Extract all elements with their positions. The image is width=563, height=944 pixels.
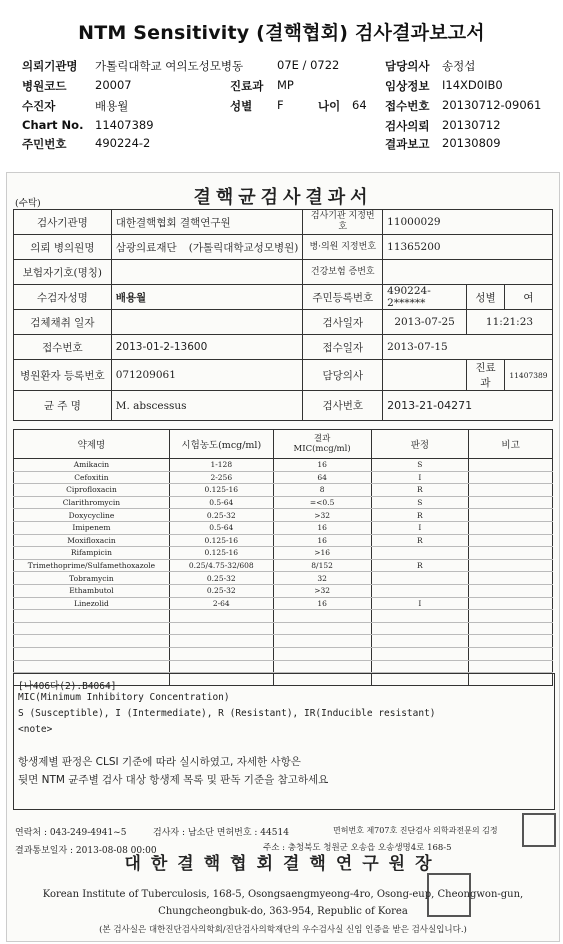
info-label: 검사기관명: [14, 210, 112, 235]
drug-name: [14, 635, 170, 648]
footer-address: 주소 : 충청북도 청원군 오송읍 오송생명4로 168-5: [263, 843, 452, 853]
header-value: 11407389: [95, 118, 154, 132]
drug-note: [469, 584, 553, 597]
info-value: 490224-2******: [383, 285, 467, 310]
info-value: 2013-07-25: [383, 310, 467, 335]
official-seal-icon: [522, 813, 556, 847]
info-label: 진료과: [467, 360, 505, 391]
footer-contact: 연락처 : 043-249-4941~5: [15, 828, 127, 838]
drug-note: [469, 484, 553, 497]
age-value: 64: [352, 98, 367, 112]
drug-row: [14, 647, 553, 660]
age-label: 나이: [318, 99, 341, 113]
drug-note: [469, 622, 553, 635]
drug-mic: [273, 660, 371, 673]
drug-name: Ciprofloxacin: [14, 484, 170, 497]
drug-concentration: 2-64: [169, 597, 273, 610]
info-row: [14, 235, 553, 260]
note-col-header: 비고: [469, 430, 553, 459]
drug-note: [469, 521, 553, 534]
drug-note: [469, 459, 553, 472]
drug-row: [14, 622, 553, 635]
drug-name: Clarithromycin: [14, 496, 170, 509]
drug-header-row: [14, 430, 553, 459]
drug-row: [14, 496, 553, 509]
info-row: [14, 335, 553, 360]
drug-name: Moxifloxacin: [14, 534, 170, 547]
info-value: [111, 235, 303, 260]
drug-judgement: I: [371, 521, 469, 534]
strain-name: M. abscessus: [111, 391, 303, 421]
drug-mic: [273, 610, 371, 623]
patient-name: 배용월: [111, 285, 303, 310]
header-label: 검사의뢰: [385, 119, 430, 133]
header-value: 490224-2: [95, 136, 151, 150]
drug-judgement: [371, 635, 469, 648]
info-value: 여: [504, 285, 552, 310]
header-value: 가톨릭대학교 여의도성모병동: [95, 59, 244, 73]
info-value: 2013-01-2-13600: [111, 335, 303, 360]
drug-name: Linezolid: [14, 597, 170, 610]
drug-row: [14, 459, 553, 472]
info-label: 접수일자: [303, 335, 383, 360]
drug-mic: 8: [273, 484, 371, 497]
drug-note: [469, 534, 553, 547]
info-value: 2013-07-15: [383, 335, 553, 360]
drug-judgement: I: [371, 597, 469, 610]
info-row: [14, 391, 553, 421]
drug-concentration: [169, 660, 273, 673]
drug-concentration: 0.125-16: [169, 547, 273, 560]
header-value: 배용월: [95, 99, 129, 113]
report-title: 결핵균검사결과서: [193, 187, 373, 208]
drug-mic: [273, 622, 371, 635]
drug-row: [14, 635, 553, 648]
report-tag: (수탁): [15, 198, 41, 209]
drug-row: [14, 660, 553, 673]
header-label: Chart No.: [22, 118, 84, 132]
footer-notify-date: 결과통보일자 : 2013-08-08 00:00: [15, 846, 157, 856]
drug-row: [14, 610, 553, 623]
notes-box: [13, 673, 555, 810]
drug-mic: [273, 647, 371, 660]
header-value: 20130809: [442, 136, 501, 150]
info-label: 의뢰 병의원명: [14, 235, 112, 260]
header-value: 20007: [95, 78, 132, 92]
info-row: [14, 210, 553, 235]
drug-concentration: 0.5-64: [169, 521, 273, 534]
info-label: 담당의사: [303, 360, 383, 391]
header-label: 진료과: [230, 79, 264, 93]
drug-note: [469, 471, 553, 484]
info-label: 성별: [467, 285, 505, 310]
drug-name: Amikacin: [14, 459, 170, 472]
drug-mic: 16: [273, 459, 371, 472]
drug-concentration: 0.125-16: [169, 484, 273, 497]
drug-concentration: 0.125-16: [169, 534, 273, 547]
drug-note: [469, 496, 553, 509]
drug-concentration: [169, 610, 273, 623]
drug-mic: =<0.5: [273, 496, 371, 509]
drug-concentration: 0.25/4.75-32/608: [169, 559, 273, 572]
judge-col-header: 판정: [371, 430, 469, 459]
drug-mic: >32: [273, 509, 371, 522]
header-label: 주민번호: [22, 137, 67, 151]
drug-row: [14, 559, 553, 572]
notes-legend: S (Susceptible), I (Intermediate), R (Resistant), IR(Inducible resistant): [18, 708, 436, 719]
notes-line: 뒷면 NTM 균주별 검사 대상 항생제 목록 및 판독 기준을 참고하세요: [18, 774, 329, 786]
info-label: 검사일자: [303, 310, 383, 335]
header-label: 수진자: [22, 99, 56, 113]
info-value: 11000029: [383, 210, 553, 235]
header-label: 병원코드: [22, 79, 67, 93]
info-label: 주민등록번호: [303, 285, 383, 310]
footer-inspector: 검사자 : 남소단 면허번호 : 44514: [153, 828, 289, 838]
drug-note: [469, 509, 553, 522]
drug-name: [14, 660, 170, 673]
info-value-sub: (가톨릭대학교성모병원): [188, 241, 299, 254]
drug-mic: [273, 635, 371, 648]
drug-row: [14, 509, 553, 522]
drug-name: [14, 622, 170, 635]
drug-col-header: 약제명: [14, 430, 170, 459]
info-value: [111, 260, 303, 285]
header-value: 07E / 0722: [277, 58, 340, 72]
info-row: [14, 285, 553, 310]
info-label: 접수번호: [14, 335, 112, 360]
drug-judgement: [371, 660, 469, 673]
info-label: 검체채취 일자: [14, 310, 112, 335]
header-label: 성별: [230, 99, 253, 113]
info-label: 보험자기호(명칭): [14, 260, 112, 285]
drug-name: Trimethoprime/Sulfamethoxazole: [14, 559, 170, 572]
info-value: 대한결핵협회 결핵연구원: [111, 210, 303, 235]
drug-note: [469, 635, 553, 648]
drug-table-body: [14, 459, 553, 686]
mic-col-header-bottom: MIC(mcg/ml): [293, 444, 351, 454]
header-label: 결과보고: [385, 137, 430, 151]
drug-concentration: 0.25-32: [169, 509, 273, 522]
drug-mic: >32: [273, 584, 371, 597]
drug-name: [14, 610, 170, 623]
drug-note: [469, 559, 553, 572]
notes-code: [나406다(2).B4064]: [18, 681, 117, 692]
drug-mic: 64: [273, 471, 371, 484]
english-address: Korean Institute of Tuberculosis, 168-5, Osongsaengmyeong-4ro, Osong-eup, Cheongwon-gun,: [42, 889, 524, 900]
drug-mic: >16: [273, 547, 371, 560]
institute-name: 대한결핵협회결핵연구원장: [124, 854, 442, 874]
drug-name: Ethambutol: [14, 584, 170, 597]
english-address: Chungcheongbuk-do, 363-954, Republic of Korea: [158, 906, 408, 917]
drug-note: [469, 597, 553, 610]
test-number: 2013-21-04271: [383, 391, 553, 421]
header-value: F: [277, 98, 284, 112]
drug-row: [14, 471, 553, 484]
drug-judgement: [371, 610, 469, 623]
notes-mic-definition: MIC(Minimum Inhibitory Concentration): [18, 692, 230, 703]
drug-judgement: S: [371, 496, 469, 509]
drug-row: [14, 547, 553, 560]
drug-note: [469, 610, 553, 623]
drug-mic: 16: [273, 521, 371, 534]
scanned-report: [6, 172, 560, 942]
drug-row: [14, 534, 553, 547]
info-table: [13, 209, 553, 421]
header-label: 임상정보: [385, 79, 430, 93]
header-value: I14XD0IB0: [442, 78, 503, 92]
drug-mic: 16: [273, 597, 371, 610]
info-value: [383, 260, 553, 285]
drug-name: Imipenem: [14, 521, 170, 534]
mic-col-header-top: 결과: [313, 434, 331, 444]
drug-mic: 8/152: [273, 559, 371, 572]
footer-license: 면허번호 제707호 진단검사 의학과전문의 김정: [333, 826, 498, 835]
info-row: [14, 360, 553, 391]
drug-note: [469, 547, 553, 560]
info-row: [14, 310, 553, 335]
header-label: 담당의사: [385, 59, 430, 73]
drug-concentration: 0.5-64: [169, 496, 273, 509]
drug-judgement: S: [371, 459, 469, 472]
drug-row: [14, 484, 553, 497]
info-label: 병원환자 등록번호: [14, 360, 112, 391]
drug-mic: 16: [273, 534, 371, 547]
info-row: [14, 260, 553, 285]
header-value: 송정섭: [442, 59, 476, 73]
info-label: 검사번호: [303, 391, 383, 421]
drug-concentration: [169, 622, 273, 635]
page-title: NTM Sensitivity (결핵협회) 검사결과보고서: [78, 22, 485, 44]
header-label: 의뢰기관명: [22, 59, 78, 73]
info-value: [383, 360, 467, 391]
info-value: 11407389: [504, 360, 552, 391]
header-value: MP: [277, 78, 294, 92]
drug-judgement: I: [371, 471, 469, 484]
drug-judgement: R: [371, 534, 469, 547]
conc-col-header: 시험농도(mcg/ml): [169, 430, 273, 459]
drug-name: Rifampicin: [14, 547, 170, 560]
info-value: 071209061: [111, 360, 303, 391]
drug-note: [469, 572, 553, 585]
drug-name: Doxycycline: [14, 509, 170, 522]
drug-judgement: [371, 572, 469, 585]
drug-judgement: R: [371, 509, 469, 522]
notes-tag: <note>: [18, 724, 53, 735]
drug-concentration: 0.25-32: [169, 584, 273, 597]
drug-judgement: [371, 584, 469, 597]
info-label: 균 주 명: [14, 391, 112, 421]
drug-concentration: [169, 647, 273, 660]
drug-judgement: [371, 622, 469, 635]
drug-judgement: R: [371, 559, 469, 572]
drug-row: [14, 584, 553, 597]
mic-col-header: [273, 430, 371, 459]
drug-row: [14, 572, 553, 585]
drug-row: [14, 597, 553, 610]
drug-concentration: 1-128: [169, 459, 273, 472]
drug-name: Tobramycin: [14, 572, 170, 585]
drug-name: Cefoxitin: [14, 471, 170, 484]
certification-note: (본 검사실은 대한진단검사의학회/진단검사의학재단의 우수검사실 신임 인증을 받은 검사실입니다.): [99, 925, 467, 935]
header-value: 20130712-09061: [442, 98, 542, 112]
info-value: 11365200: [383, 235, 553, 260]
drug-note: [469, 660, 553, 673]
drug-note: [469, 647, 553, 660]
drug-table: [13, 429, 553, 686]
info-label: 수검자성명: [14, 285, 112, 310]
header-label: 접수번호: [385, 99, 430, 113]
info-label: 검사기관 지정번호: [303, 210, 383, 235]
drug-judgement: R: [371, 484, 469, 497]
info-value: 11:21:23: [467, 310, 553, 335]
notes-line: 항생제별 판정은 CLSI 기준에 따라 실시하였고, 자세한 사항은: [18, 756, 301, 768]
drug-judgement: [371, 547, 469, 560]
drug-mic: 32: [273, 572, 371, 585]
drug-concentration: 0.25-32: [169, 572, 273, 585]
drug-concentration: [169, 635, 273, 648]
info-value: [111, 310, 303, 335]
drug-row: [14, 521, 553, 534]
info-value-main: 삼광의료재단: [115, 241, 177, 254]
drug-judgement: [371, 647, 469, 660]
info-label: 병·의원 지정번호: [303, 235, 383, 260]
info-label: 건강보험 증번호: [303, 260, 383, 285]
header-value: 20130712: [442, 118, 501, 132]
drug-concentration: 2-256: [169, 471, 273, 484]
drug-name: [14, 647, 170, 660]
